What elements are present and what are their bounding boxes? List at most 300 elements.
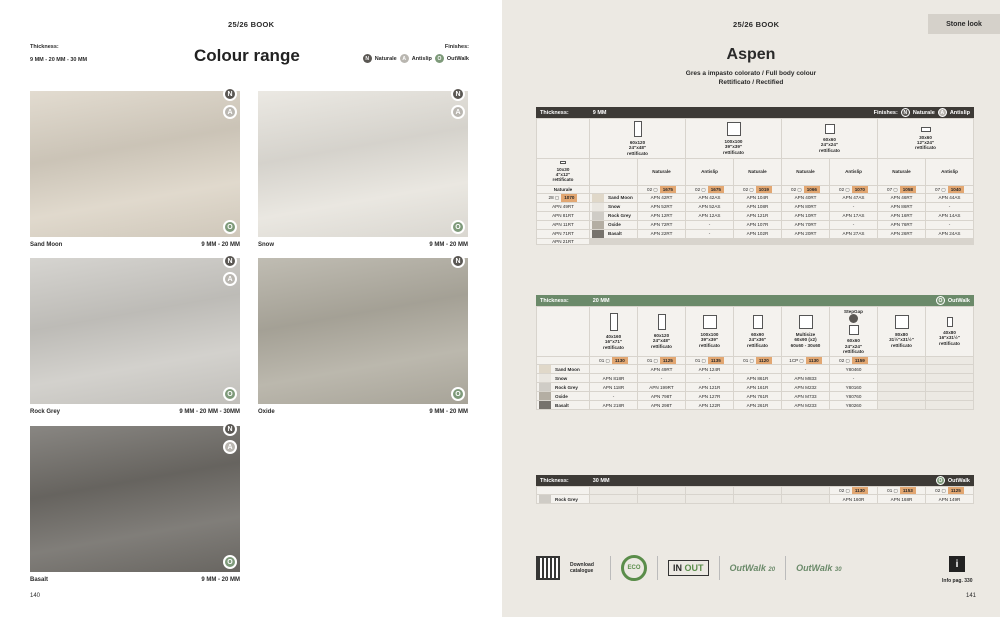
product-title: Aspen: [726, 46, 776, 63]
empty-cell: [686, 487, 733, 494]
product-code: APN 127R: [686, 392, 733, 400]
pack-pieces: 07 ▢: [887, 186, 898, 192]
product-code: Y80760: [830, 392, 877, 400]
finish-col-header: Naturale: [734, 159, 781, 185]
product-code: APN 199RT: [638, 383, 685, 391]
logo-text: 20: [768, 567, 776, 573]
pack-pieces: 01 ▢: [599, 358, 610, 364]
product-code: APN 14AS: [926, 212, 973, 220]
format-rect: rettificato: [603, 344, 624, 350]
product-code: -: [686, 221, 733, 229]
format-rect: rettificato: [915, 145, 936, 151]
outwalk-badge-icon: O: [451, 220, 465, 234]
pack-code: 1675: [708, 186, 724, 193]
thickness-label: Thickness:: [540, 297, 569, 304]
empty-cell: [926, 365, 973, 373]
pack-pieces: 01 ▢: [743, 358, 754, 364]
product-code: -: [830, 221, 877, 229]
empty-cell: [734, 495, 781, 503]
section-tab: Stone look: [928, 14, 1000, 34]
finish-badges: [223, 422, 237, 454]
swatch-caption: [30, 242, 240, 248]
format-shape-icon: [921, 127, 931, 132]
finish-col-header: Antislip: [926, 159, 973, 185]
corner-cell: [590, 186, 637, 193]
pack-code: 1125: [948, 487, 964, 494]
swatch-card[interactable]: [30, 91, 240, 248]
row-name: [537, 365, 589, 373]
row-name: [590, 230, 637, 238]
empty-cell: [638, 487, 685, 494]
format-inch: 24"x24": [820, 142, 839, 148]
table-grid: [536, 118, 974, 245]
pack-cell: [638, 186, 685, 193]
swatch-thickness: 9 MM - 20 MM: [429, 242, 468, 248]
pack-code: 1019: [756, 186, 772, 193]
table-9mm: [536, 107, 974, 245]
format-inch: 12"x24": [916, 139, 935, 145]
empty-cell: [878, 401, 925, 409]
pack-code: 1070: [852, 186, 868, 193]
colour-chip: [592, 203, 604, 211]
colour-name: Sand Moon: [608, 195, 633, 201]
product-code: APN 20RT: [782, 230, 829, 238]
divider: [719, 556, 720, 580]
format-shape-icon: [753, 315, 763, 329]
colour-name: Basalt: [608, 231, 622, 237]
divider: [657, 556, 658, 580]
format-shape-icon: [634, 121, 642, 137]
pack-cell: [537, 194, 589, 202]
pack-cell: [926, 487, 973, 494]
format-size: 30x60: [919, 134, 932, 140]
pack-pieces: 02 ▢: [743, 186, 754, 192]
format-size: 100x100: [700, 332, 719, 338]
format-shape-icon: [825, 124, 835, 134]
table-header-bar: [536, 475, 974, 486]
format-size: 80x80: [895, 332, 908, 338]
swatch-thickness: 9 MM - 20 MM: [201, 577, 240, 583]
swatch-name: Rock Grey: [30, 409, 61, 415]
pack-pieces: 02 ▢: [839, 186, 850, 192]
format-rect: rettificato: [699, 342, 720, 348]
product-code: APN 72RT: [638, 221, 685, 229]
format-header: [686, 307, 733, 356]
empty-cell: [734, 487, 781, 494]
outwalk-badge-icon: O: [451, 387, 465, 401]
page-number: 140: [30, 593, 41, 599]
product-code: -: [590, 392, 637, 400]
swatch-card[interactable]: [30, 426, 240, 583]
product-code: APN 44AS: [926, 194, 973, 202]
thickness-value: 9 MM: [592, 109, 607, 116]
swatch-caption: [30, 409, 240, 415]
format-rect: rettificato: [747, 342, 768, 348]
format-header: [638, 307, 685, 356]
finish-col-header: Naturale: [537, 186, 589, 193]
format-inch: 4"x12": [555, 172, 571, 178]
empty-cell: [878, 383, 925, 391]
swatch-thickness: 9 MM - 20 MM - 30MM: [179, 409, 240, 415]
product-code: -: [782, 365, 829, 373]
product-code: APN 17AS: [830, 212, 877, 220]
product-code: APN 108R: [734, 203, 781, 211]
product-code: APN 121R: [686, 383, 733, 391]
format-header: [734, 307, 781, 356]
pack-cell: [734, 357, 781, 364]
footer-logos: [536, 555, 842, 581]
row-name: [590, 194, 637, 202]
outwalk30-logo: [796, 563, 842, 573]
colour-chip: [539, 401, 551, 409]
finish-label: Antislip: [949, 109, 970, 116]
format-header: [878, 307, 925, 356]
outwalk20-logo: [730, 563, 776, 573]
corner-cell: [537, 119, 589, 158]
finish-label: Naturale: [912, 109, 935, 116]
format-rect: rettificato: [843, 348, 864, 354]
pack-pieces: 02 ▢: [839, 488, 850, 493]
empty-cell: [926, 357, 973, 364]
logo-text: 30: [834, 567, 842, 573]
product-code: APN 76RT: [878, 221, 925, 229]
product-code: -: [926, 203, 973, 211]
product-code: APN 21RT: [537, 239, 589, 244]
outwalk-badge-icon: O: [936, 476, 945, 485]
format-inch: 31½"x31½": [889, 337, 914, 343]
product-code: -: [734, 365, 781, 373]
product-code: APN 80RT: [782, 203, 829, 211]
finish-badges: [451, 87, 465, 119]
swatch-name: Basalt: [30, 577, 49, 583]
format-inch: 60x90 (x2): [794, 337, 817, 343]
product-code: APN 40RT: [782, 194, 829, 202]
table-30mm: [536, 475, 974, 504]
format-header: [590, 307, 637, 356]
format-rect: rettificato: [939, 340, 960, 346]
format-shape-icon: [849, 325, 859, 335]
colour-name: Oxide: [555, 393, 568, 399]
thickness-label: Thickness:: [540, 109, 569, 116]
pack-pieces: 01 ▢: [695, 358, 706, 364]
outwalk-badge-icon: O: [223, 220, 237, 234]
swatch-image[interactable]: [30, 426, 240, 572]
format-size: Multisize: [795, 332, 816, 338]
format-header: [782, 307, 829, 356]
product-code: APN 118R: [590, 383, 637, 391]
product-code: -: [686, 230, 733, 238]
download-catalogue-link[interactable]: Download catalogue: [570, 562, 594, 574]
product-code: APN 16RT: [878, 212, 925, 220]
product-code: APN 71RT: [537, 230, 589, 238]
pack-cell: [830, 357, 877, 364]
pack-pieces: 02 ▢: [791, 186, 802, 192]
swatch-name: Oxide: [258, 409, 275, 415]
colour-name: Basalt: [555, 402, 569, 408]
product-code: APN 81RT: [537, 212, 589, 220]
format-header: [590, 119, 685, 158]
colour-name: Rock Grey: [555, 384, 578, 390]
product-code: APN 12AS: [686, 212, 733, 220]
pack-pieces: 02 ▢: [647, 186, 658, 192]
stepgap-icon: [849, 314, 858, 323]
product-code: APN 149R: [926, 495, 973, 503]
format-header: [830, 307, 877, 356]
product-code: APN 46RT: [878, 194, 925, 202]
product-code: -: [686, 374, 733, 382]
product-subtitle: Gres a impasto colorato / Full body colour: [685, 70, 817, 77]
pack-pieces: 02 ▢: [695, 186, 706, 192]
finish-col-header: Naturale: [878, 159, 925, 185]
finish-badges: [223, 254, 237, 286]
format-inch: 39"x39": [724, 144, 743, 150]
product-code: APN 42AS: [686, 194, 733, 202]
pack-code: 1040: [948, 186, 964, 193]
product-code: Y80160: [830, 383, 877, 391]
colour-name: Rock Grey: [555, 496, 578, 502]
row-name: [537, 495, 589, 503]
antislip-badge-icon: A: [223, 272, 237, 286]
pack-pieces: 01 ▢: [647, 358, 658, 364]
pack-pieces: 07 ▢: [935, 186, 946, 192]
corner-cell: [537, 357, 589, 364]
outwalk-badge: [223, 551, 237, 570]
product-code: APN 261R: [734, 401, 781, 409]
pack-cell: [734, 186, 781, 193]
pack-code: 1070: [561, 194, 577, 201]
format-shape-icon: [727, 122, 741, 136]
finish-col-header: Naturale: [782, 159, 829, 185]
thickness-value: 9 MM - 20 MM - 30 MM: [30, 57, 88, 63]
pack-cell: [926, 186, 973, 193]
row-name: [537, 392, 589, 400]
colour-chip: [592, 194, 604, 202]
product-code: APN 22RT: [638, 230, 685, 238]
format-size: 40x80: [943, 330, 956, 336]
swatch-caption: [258, 242, 468, 248]
eco-logo-icon: ECO: [621, 555, 647, 581]
table-grid: [536, 306, 974, 410]
book-label: 25/26 BOOK: [228, 20, 275, 29]
outwalk-badge-icon: O: [936, 296, 945, 305]
swatch-thickness: 9 MM - 20 MM: [201, 242, 240, 248]
pack-pieces: 02 ▢: [935, 488, 946, 493]
product-code: APN 218R: [590, 401, 637, 409]
format-inch: 16"x31½": [939, 335, 960, 341]
empty-cell: [878, 365, 925, 373]
empty-cell: [926, 383, 973, 391]
naturale-badge-icon: N: [223, 422, 237, 436]
info-icon[interactable]: i: [949, 556, 965, 572]
pack-cell: [878, 487, 925, 494]
colour-chip: [592, 230, 604, 238]
row-name: [590, 221, 637, 229]
product-code: APN 27AS: [830, 230, 877, 238]
corner-cell: [590, 159, 637, 185]
outwalk-badge-icon: O: [223, 555, 237, 569]
table-20mm: [536, 295, 974, 410]
format-size: 10x30: [556, 166, 570, 172]
format-inch: 16"x71": [604, 339, 623, 345]
pack-code: 1675: [660, 186, 676, 193]
finish-label: Antislip: [411, 55, 432, 62]
empty-cell: [878, 374, 925, 382]
naturale-badge-icon: N: [363, 54, 372, 63]
product-code: APN 49RT: [537, 203, 589, 211]
pack-code: 1120: [756, 357, 772, 364]
swatch-card[interactable]: [258, 258, 468, 415]
colour-name: Snow: [555, 375, 568, 381]
product-code: APN 161R: [734, 383, 781, 391]
product-subtitle-2: Rettificato / Rectified: [718, 79, 784, 86]
product-code: APN 12RT: [638, 212, 685, 220]
product-code: APN 298T: [638, 401, 685, 409]
empty-cell: [878, 357, 925, 364]
product-code: APN 49RT: [638, 365, 685, 373]
colour-chip: [539, 392, 551, 400]
format-inch: 39"x39": [700, 337, 719, 343]
format-shape-icon: [947, 317, 953, 327]
product-code: APN M733: [782, 392, 829, 400]
pack-cell: [638, 357, 685, 364]
empty-cell: [782, 487, 829, 494]
thickness-label: Thickness:: [30, 44, 59, 50]
finishes-legend: [363, 54, 469, 63]
format-rect: rettificato: [891, 342, 912, 348]
format-size: 40x160: [605, 334, 622, 340]
antislip-badge-icon: A: [223, 105, 237, 119]
swatch-caption: [30, 577, 240, 583]
product-code: APN 86RT: [878, 203, 925, 211]
empty-cell: [878, 392, 925, 400]
product-code: APN 70RT: [782, 221, 829, 229]
swatch-image[interactable]: [258, 258, 468, 404]
divider: [610, 556, 611, 580]
format-shape-icon: [658, 314, 666, 330]
format-size: 60x60: [823, 137, 836, 142]
outwalk-badge: [223, 216, 237, 235]
pack-pieces: 02 ▢: [839, 358, 850, 364]
product-code: APN 11RT: [537, 221, 589, 229]
pack-cell: [590, 357, 637, 364]
pack-code: 1130: [852, 487, 868, 494]
logo-text: OUT: [684, 563, 704, 573]
product-code: APN 124R: [686, 365, 733, 373]
pack-code: 1159: [852, 357, 868, 364]
product-code: APN 52RT: [638, 203, 685, 211]
swatch-card[interactable]: [258, 91, 468, 248]
row-name: [537, 383, 589, 391]
swatch-image[interactable]: [30, 258, 240, 404]
product-code: -: [638, 374, 685, 382]
qr-code-icon[interactable]: [536, 556, 560, 580]
format-shape-icon: [703, 315, 717, 329]
product-code: APN 761R: [734, 392, 781, 400]
swatch-thickness: 9 MM - 20 MM: [429, 409, 468, 415]
format-inch: 24"x48": [628, 145, 647, 151]
naturale-badge-icon: N: [451, 87, 465, 101]
antislip-badge-icon: A: [223, 440, 237, 454]
finish-label: Naturale: [374, 55, 397, 62]
format-shape-icon: [610, 313, 618, 331]
empty-cell: [782, 495, 829, 503]
pack-cell: [830, 186, 877, 193]
format-shape-icon: [560, 161, 566, 164]
colour-name: Sand Moon: [555, 366, 580, 372]
product-code: APN 104R: [734, 194, 781, 202]
format-inch: 24"x48": [652, 338, 671, 344]
pack-code: 1066: [804, 186, 820, 193]
swatch-image[interactable]: [258, 91, 468, 237]
logo-text: IN: [673, 563, 682, 573]
format-size: 60x120: [629, 140, 646, 145]
product-code: APN 52AS: [686, 203, 733, 211]
product-code: APN 107R: [734, 221, 781, 229]
swatch-caption: [258, 409, 468, 415]
outwalk-badge: [223, 383, 237, 402]
table-grid: [536, 486, 974, 504]
pack-code: 1130: [806, 357, 822, 364]
colour-name: Oxide: [608, 222, 621, 228]
product-code: APN 818R: [590, 374, 637, 382]
product-code: APN 24AS: [926, 230, 973, 238]
finish-badges: [451, 254, 465, 268]
format-rect: rettificato: [651, 343, 672, 349]
colour-chip: [592, 212, 604, 220]
product-code: APN 168R: [878, 495, 925, 503]
format-header: [782, 119, 877, 158]
pack-cell: [830, 487, 877, 494]
table-header-bar: [536, 107, 974, 118]
info-page-ref: Info pag. 330: [942, 578, 973, 584]
product-code: APN 121R: [734, 212, 781, 220]
swatch-card[interactable]: [30, 258, 240, 415]
naturale-badge-icon: N: [451, 254, 465, 268]
empty-cell: [638, 495, 685, 503]
swatch-image[interactable]: [30, 91, 240, 237]
pack-cell: [782, 186, 829, 193]
swatch-name: Snow: [258, 242, 274, 248]
colour-chip: [539, 365, 551, 373]
product-code: APN 160R: [830, 495, 877, 503]
colour-chip: [539, 495, 551, 503]
pack-cell: [686, 186, 733, 193]
format-rect: rettificato: [819, 147, 840, 153]
product-code: APN 122R: [686, 401, 733, 409]
product-code: APN M232: [782, 383, 829, 391]
format-shape-icon: [799, 315, 813, 329]
format-shape-icon: [895, 315, 909, 329]
product-code: APN 861R: [734, 374, 781, 382]
finish-col-header: Antislip: [830, 159, 877, 185]
product-code: APN M233: [782, 401, 829, 409]
finish-col-header: Antislip: [686, 159, 733, 185]
format-inch: 24"x24": [844, 343, 863, 349]
pack-pieces: 1CP ▢: [789, 358, 804, 364]
page-title: Colour range: [194, 46, 300, 65]
stepgap-label: StepGap: [844, 309, 863, 314]
row-name: [590, 203, 637, 211]
antislip-badge-icon: A: [451, 105, 465, 119]
outwalk-badge-icon: O: [435, 54, 444, 63]
pack-code: 1058: [900, 186, 916, 193]
thickness-value: 20 MM: [592, 297, 610, 304]
outwalk-badge-icon: O: [223, 387, 237, 401]
product-code: APN 42RT: [638, 194, 685, 202]
finishes-label: Finishes:: [444, 44, 469, 50]
finish-badges: [223, 87, 237, 119]
format-header: [878, 119, 973, 158]
